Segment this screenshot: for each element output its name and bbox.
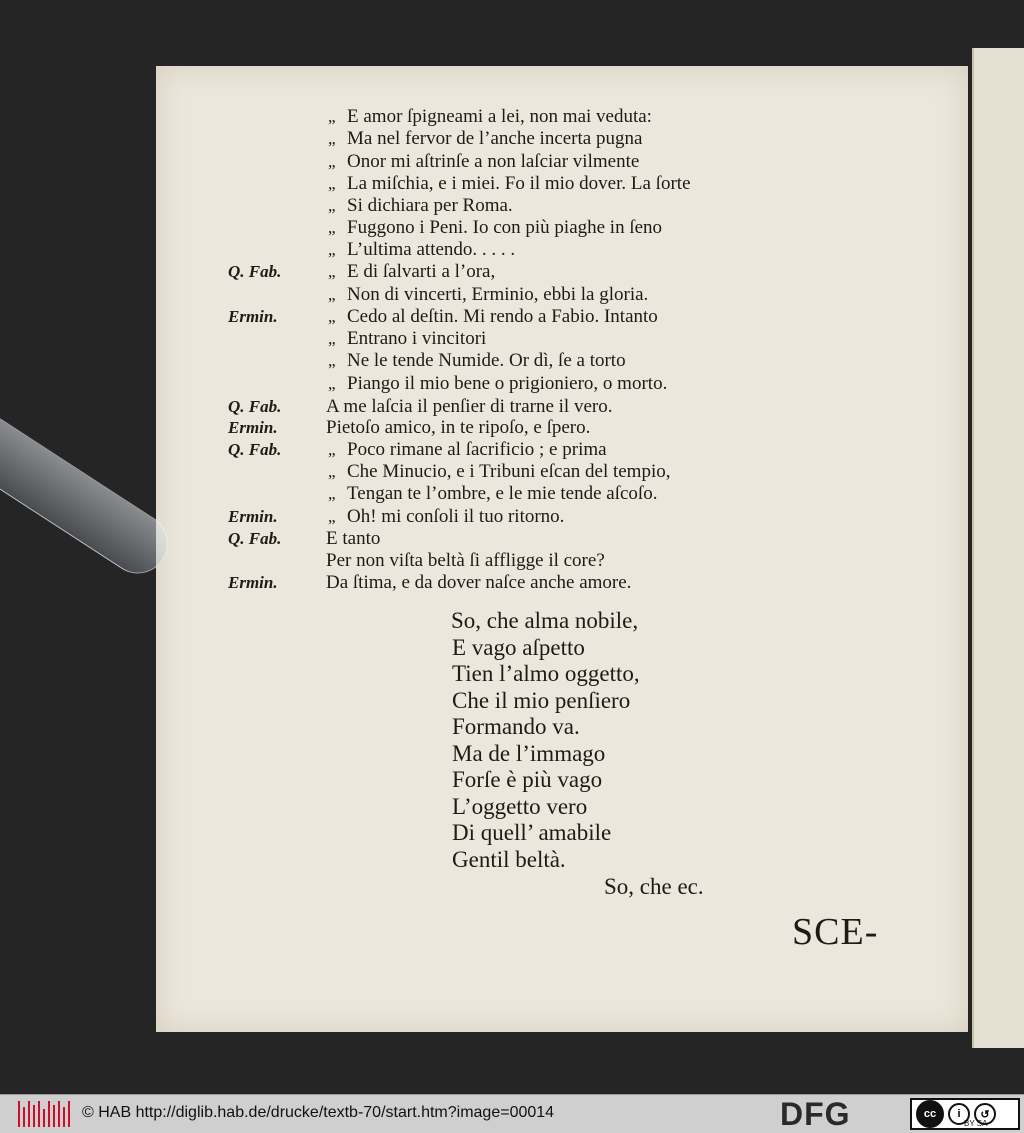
verse-line: Piango il mio bene o prigioniero, o morto. bbox=[347, 373, 668, 394]
speaker-label: Q. Fab. bbox=[228, 440, 282, 459]
verse-line: Ne le tende Numide. Or dì, ſe a torto bbox=[347, 350, 626, 371]
verse-line: Onor mi aſtrinſe a non laſciar vilmente bbox=[347, 151, 640, 172]
catchword: SCE- bbox=[792, 911, 879, 953]
verse-line: Pietoſo amico, in te ripoſo, e ſpero. bbox=[326, 417, 591, 438]
aria-line: Gentil beltà. bbox=[452, 846, 566, 872]
aria-line: Ma de l’immago bbox=[452, 740, 606, 766]
aria-line: E vago aſpetto bbox=[452, 634, 585, 660]
speaker-label: Ermin. bbox=[228, 507, 278, 526]
speaker-label: Q. Fab. bbox=[228, 397, 282, 416]
quote-mark: „ bbox=[328, 307, 336, 326]
speaker-label: Ermin. bbox=[228, 418, 278, 437]
quote-mark: „ bbox=[328, 285, 336, 304]
quote-mark: „ bbox=[328, 262, 336, 281]
quote-mark: „ bbox=[328, 462, 336, 481]
quote-mark: „ bbox=[328, 218, 336, 237]
verse-line: Ma nel fervor de l’anche incerta pugna bbox=[347, 128, 643, 149]
aria-line: So, che alma nobile, bbox=[451, 608, 639, 633]
speaker-label: Q. Fab. bbox=[228, 262, 282, 281]
hab-logo-icon bbox=[18, 1101, 70, 1127]
quote-mark: „ bbox=[328, 484, 336, 503]
quote-mark: „ bbox=[328, 174, 336, 193]
speaker-label: Q. Fab. bbox=[228, 529, 282, 548]
by-icon: i bbox=[948, 1103, 970, 1125]
quote-mark: „ bbox=[328, 374, 336, 393]
source-url[interactable]: © HAB http://diglib.hab.de/drucke/textb-70/start.htm?image=00014 bbox=[82, 1104, 555, 1121]
speaker-label: Ermin. bbox=[228, 573, 278, 592]
verse-line: Tengan te l’ombre, e le mie tende aſcoſo. bbox=[347, 483, 658, 504]
verse-line: Fuggono i Peni. Io con più piaghe in ſeno bbox=[347, 217, 663, 238]
aria-line: Formando va. bbox=[452, 714, 580, 739]
verse-line: A me laſcia il penſier di trarne il vero. bbox=[326, 396, 613, 417]
verse-line: La miſchia, e i miei. Fo il mio dover. La ſorte bbox=[347, 173, 691, 194]
quote-mark: „ bbox=[328, 329, 336, 348]
quote-mark: „ bbox=[328, 351, 336, 370]
verse-line: E amor ſpigneami a lei, non mai veduta: bbox=[347, 106, 652, 127]
book-page bbox=[156, 66, 968, 1032]
verse-line: Si dichiara per Roma. bbox=[347, 195, 513, 216]
license-sub: BY SA bbox=[964, 1119, 988, 1128]
quote-mark: „ bbox=[328, 507, 336, 526]
verse-line: Entrano i vincitori bbox=[347, 328, 487, 349]
verse-line: Da ſtima, e da dover naſce anche amore. bbox=[326, 572, 632, 593]
quote-mark: „ bbox=[328, 129, 336, 148]
quote-mark: „ bbox=[328, 196, 336, 215]
speaker-label: Ermin. bbox=[228, 307, 278, 326]
quote-mark: „ bbox=[328, 240, 336, 259]
verse-line: L’ultima attendo. . . . . bbox=[347, 239, 516, 260]
footer-bar bbox=[0, 1094, 1024, 1133]
verse-line: Poco rimane al ſacrificio ; e prima bbox=[347, 439, 607, 460]
quote-mark: „ bbox=[328, 107, 336, 126]
aria-close: So, che ec. bbox=[604, 874, 704, 899]
verse-line: Cedo al deſtin. Mi rendo a Fabio. Intanto bbox=[347, 306, 658, 327]
dfg-logo: DFG bbox=[780, 1096, 851, 1132]
aria-line: L’oggetto vero bbox=[452, 793, 588, 819]
cc-icon: cc bbox=[916, 1100, 944, 1128]
verse-line: Che Minucio, e i Tribuni eſcan del tempio, bbox=[347, 461, 671, 482]
quote-mark: „ bbox=[328, 152, 336, 171]
quote-mark: „ bbox=[328, 440, 336, 459]
aria-line: Forſe è più vago bbox=[452, 767, 603, 792]
verse-line: E tanto bbox=[326, 528, 381, 549]
aria-line: Che il mio penſiero bbox=[452, 687, 631, 713]
aria-line: Di quell’ amabile bbox=[452, 820, 612, 845]
verse-line: E di ſalvarti a l’ora, bbox=[347, 261, 496, 282]
verse-line: Non di vincerti, Erminio, ebbi la gloria. bbox=[347, 284, 649, 305]
verse-line: Per non viſta beltà ſi affligge il core? bbox=[326, 550, 605, 571]
verse-line: Oh! mi conſoli il tuo ritorno. bbox=[347, 506, 565, 527]
facing-page-edge bbox=[972, 48, 1024, 1048]
sa-icon: ↺ bbox=[974, 1103, 996, 1125]
aria-line: Tien l’almo oggetto, bbox=[452, 661, 640, 686]
